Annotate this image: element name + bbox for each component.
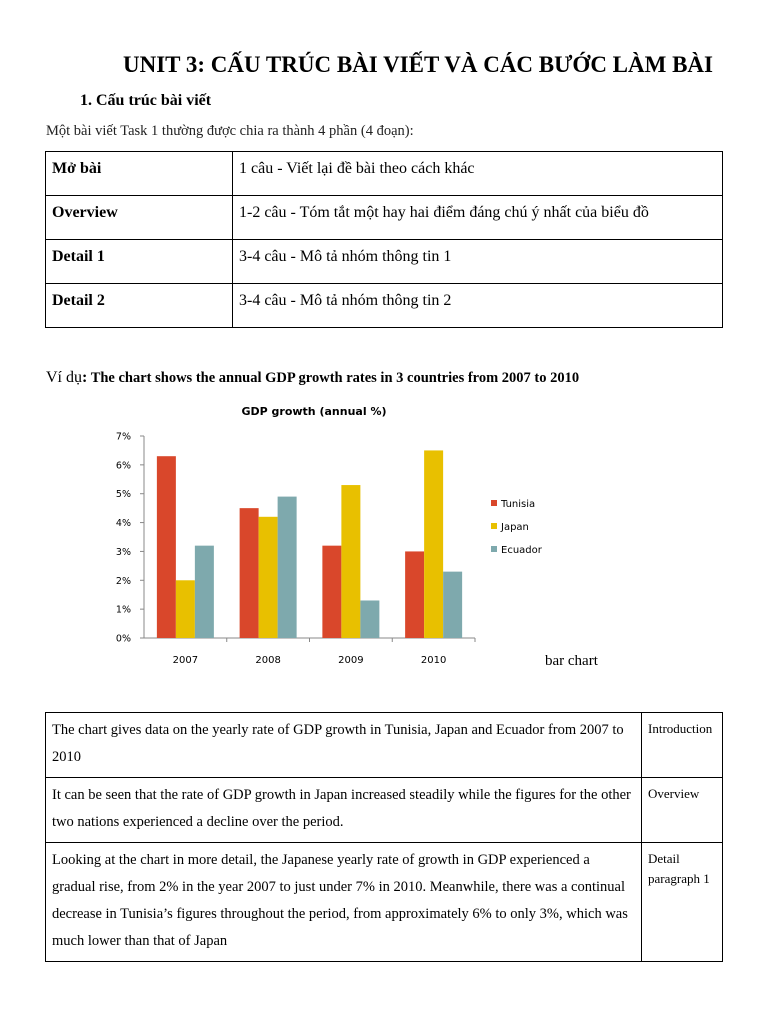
structure-table (45, 151, 723, 328)
y-tick-label: 5% (115, 489, 131, 501)
part-cell: Detail 1 (46, 240, 233, 284)
y-tick-label: 3% (115, 546, 131, 558)
table-row (46, 778, 723, 843)
x-tick-label: 2009 (338, 655, 364, 666)
chart-caption: bar chart (545, 653, 598, 669)
answer-tag: Detail paragraph 1 (642, 843, 723, 962)
gdp-bar-chart (100, 398, 560, 673)
desc-cell: 1-2 câu - Tóm tắt một hay hai điểm đáng chú ý nhất của biểu đồ (233, 196, 723, 240)
table-row (46, 196, 723, 240)
legend-label-japan: Japan (501, 522, 529, 533)
legend-swatch-ecuador (491, 546, 497, 552)
answer-text: The chart gives data on the yearly rate of GDP growth in Tunisia, Japan and Ecuador from 2007 to 2010 (46, 713, 642, 778)
bar-japan-2008 (259, 517, 278, 638)
x-tick-label: 2010 (420, 655, 447, 666)
desc-cell: 3-4 câu - Mô tả nhóm thông tin 1 (233, 240, 723, 284)
table-row (46, 152, 723, 196)
example-colon: : (82, 369, 88, 386)
y-tick-label: 2% (115, 575, 131, 587)
y-tick-label: 0% (115, 633, 131, 645)
table-row (46, 284, 723, 328)
example-lead: Ví dụ (46, 369, 82, 386)
example-prompt (46, 369, 579, 387)
y-tick-label: 6% (115, 460, 131, 472)
bar-tunisia-2008 (240, 508, 259, 638)
table-row (46, 713, 723, 778)
bar-ecuador-2009 (360, 600, 379, 638)
example-question: The chart shows the annual GDP growth rates in 3 countries from 2007 to 2010 (87, 370, 580, 386)
part-cell: Overview (46, 196, 233, 240)
desc-cell: 3-4 câu - Mô tả nhóm thông tin 2 (233, 284, 723, 328)
y-tick-label: 7% (115, 431, 131, 443)
legend-label-ecuador: Ecuador (501, 545, 542, 556)
x-tick-label: 2008 (255, 655, 281, 666)
answer-text: Looking at the chart in more detail, the Japanese yearly rate of growth in GDP experienced a gradual rise, from 2% in the year 2007 to just under 7% in 2010. Meanwhile, there was a continual decrease in Tunisia’s figures throughout the period, from approximately 6% to only 3%, which was much lower than that of Japan (46, 843, 642, 962)
table-row (46, 843, 723, 962)
answer-table (45, 712, 723, 962)
answer-tag: Overview (642, 778, 723, 843)
bar-ecuador-2010 (443, 572, 462, 638)
table-row (46, 240, 723, 284)
chart-title: GDP growth (annual %) (241, 405, 387, 418)
bar-tunisia-2009 (322, 546, 341, 638)
part-cell: Mở bài (46, 152, 233, 196)
bar-japan-2010 (424, 450, 443, 638)
intro-text: Một bài viết Task 1 thường được chia ra thành 4 phần (4 đoạn): (46, 123, 414, 139)
bar-ecuador-2007 (195, 546, 214, 638)
bar-tunisia-2010 (405, 551, 424, 638)
answer-text: It can be seen that the rate of GDP growth in Japan increased steadily while the figures for the other two nations experienced a decline over the period. (46, 778, 642, 843)
bar-japan-2007 (176, 580, 195, 638)
section-heading: 1. Cấu trúc bài viết (80, 92, 212, 109)
bar-japan-2009 (341, 485, 360, 638)
y-tick-label: 4% (115, 518, 131, 530)
x-tick-label: 2007 (172, 655, 199, 666)
desc-cell: 1 câu - Viết lại đề bài theo cách khác (233, 152, 723, 196)
legend-label-tunisia: Tunisia (501, 499, 536, 510)
bar-ecuador-2008 (278, 497, 297, 638)
bar-tunisia-2007 (157, 456, 176, 638)
answer-tag: Introduction (642, 713, 723, 778)
page-title: UNIT 3: CẤU TRÚC BÀI VIẾT VÀ CÁC BƯỚC LÀM BÀI (123, 52, 713, 77)
part-cell: Detail 2 (46, 284, 233, 328)
legend-swatch-tunisia (491, 500, 497, 506)
legend-swatch-japan (491, 523, 497, 529)
y-tick-label: 1% (115, 604, 131, 616)
